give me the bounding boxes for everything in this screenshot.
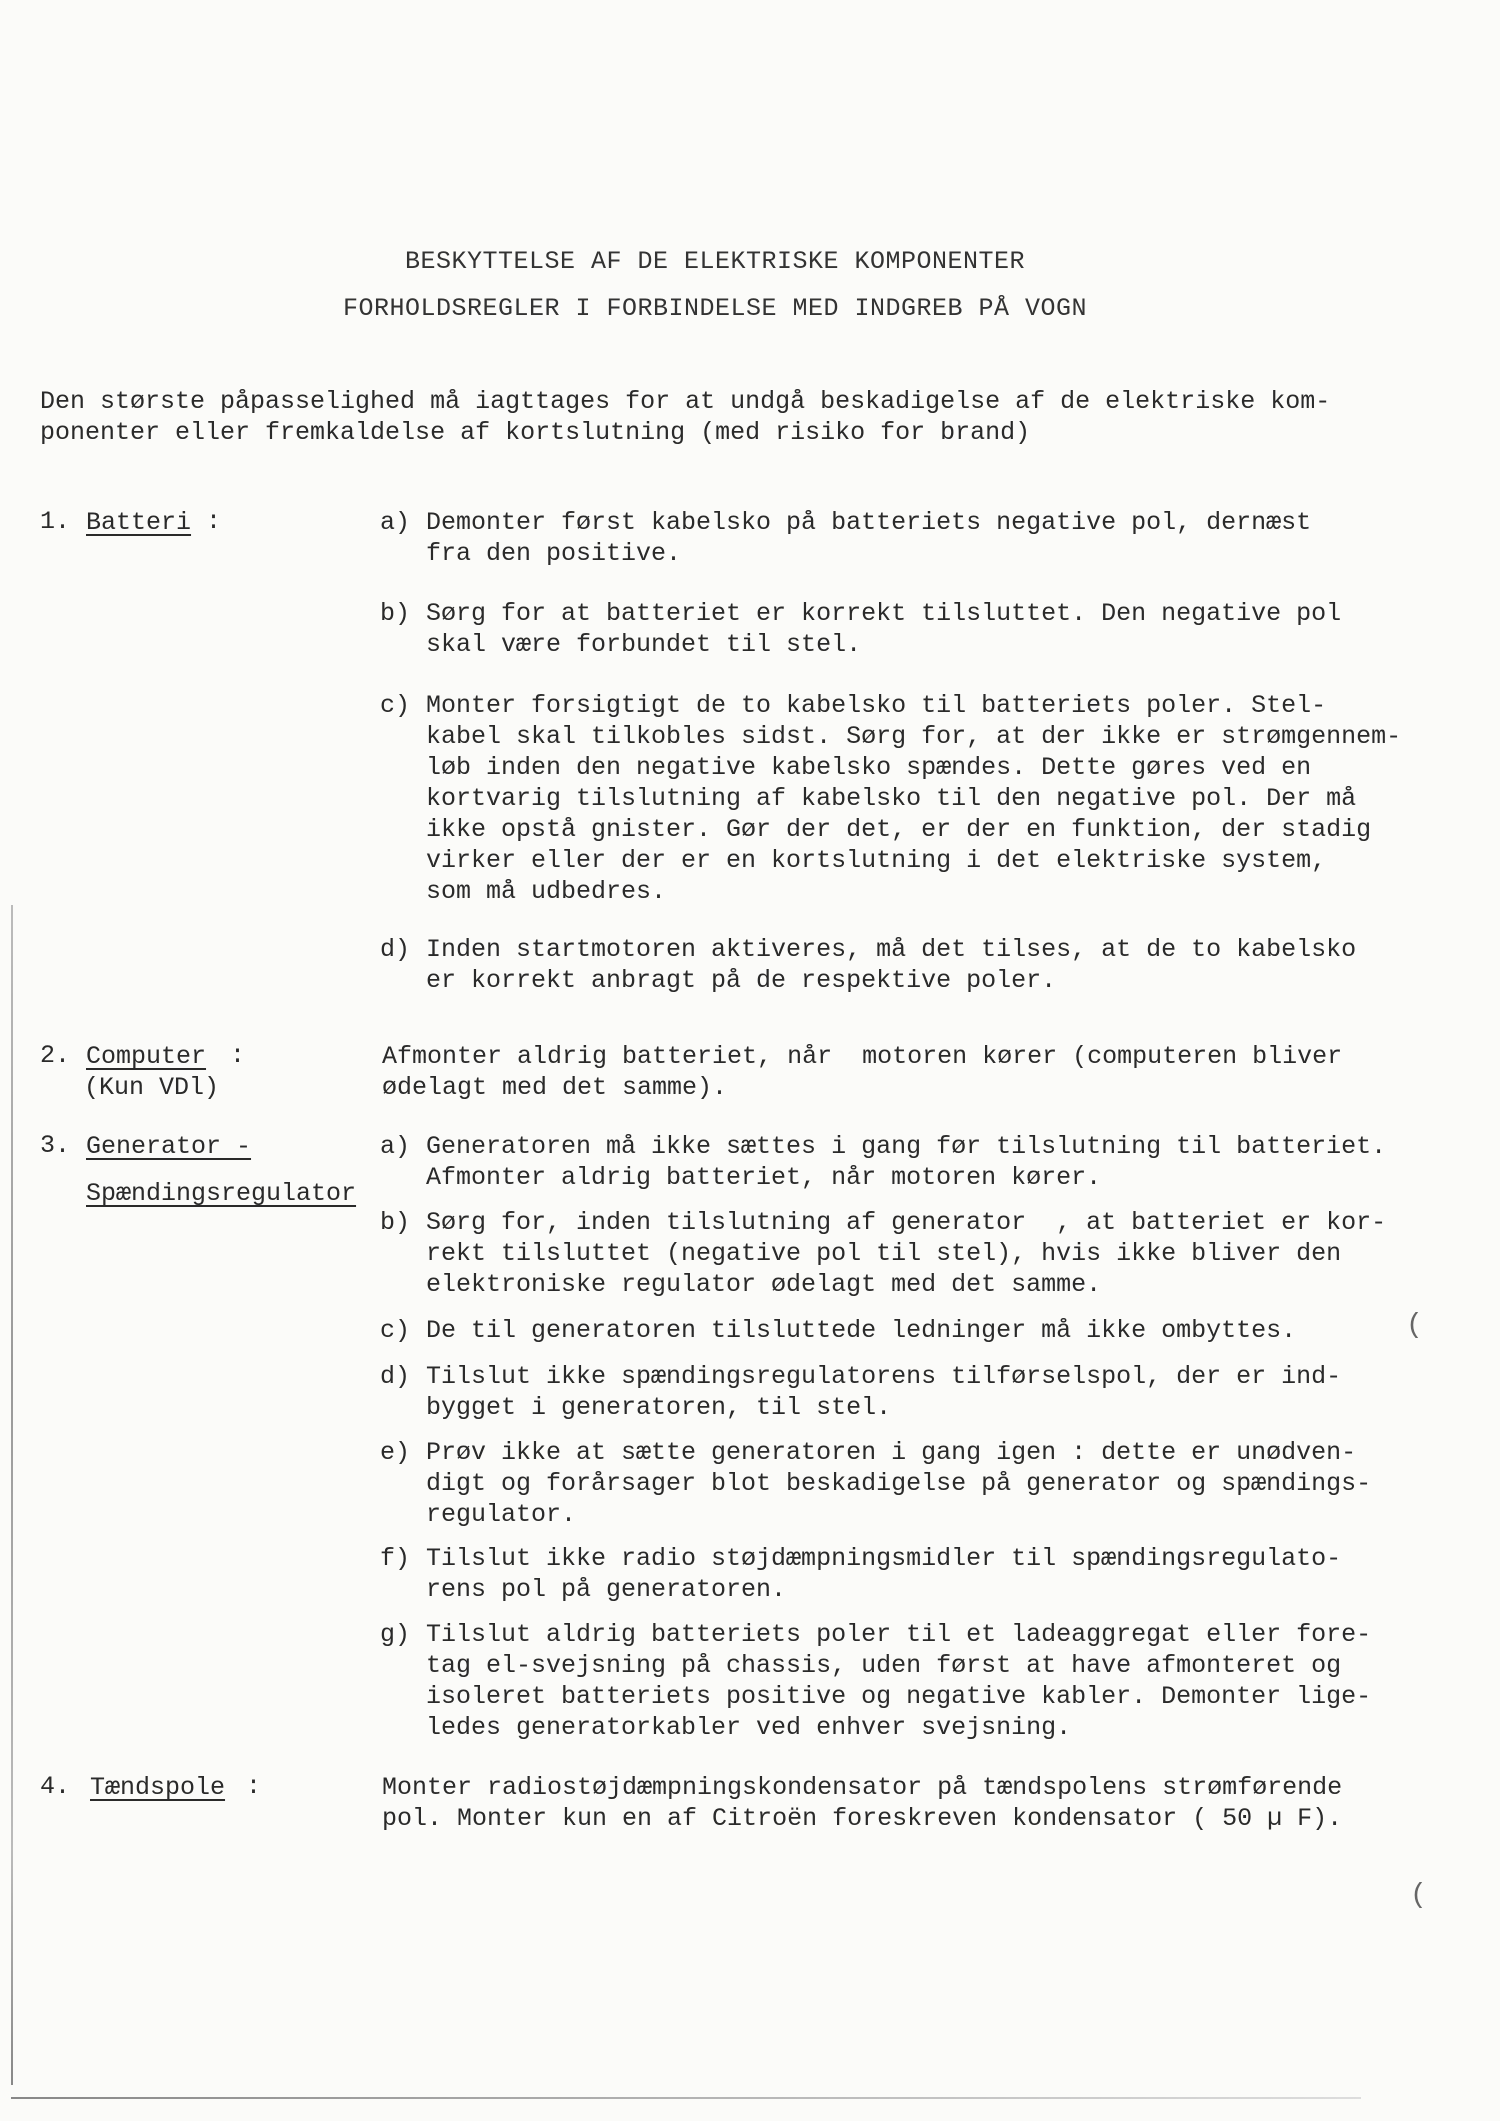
section-2-text: Afmonter aldrig batteriet, når motoren kører (computeren bliver ødelagt med det samme). (382, 1042, 1343, 1102)
margin-mark: ( (1406, 1310, 1423, 1341)
section-3-item-e-letter: e) (380, 1438, 411, 1467)
section-2-subtitle: (Kun VDl) (84, 1073, 220, 1102)
section-1-item-b-text: Sørg for at batteriet er korrekt tilsluttet. Den negative pol skal være forbundet til stel. (426, 599, 1342, 659)
section-4-text: Monter radiostøjdæmpningskondensator på tændspolens strømførende pol. Monter kun en af Citroën foreskreven kondensator ( 50 µ F). (382, 1773, 1343, 1833)
section-1-item-d-text: Inden startmotoren aktiveres, må det tilses, at de to kabelsko er korrekt anbragt på de respektive poler. (426, 935, 1357, 995)
section-3-item-d-letter: d) (380, 1362, 411, 1391)
section-1-title: Batteri (86, 508, 192, 537)
margin-mark: ( (1410, 1880, 1427, 1911)
section-1-item-a-letter: a) (380, 508, 411, 537)
section-3-item-b-letter: b) (380, 1208, 411, 1237)
section-2-colon: : (230, 1041, 246, 1070)
scan-edge-bottom (11, 2097, 1361, 2099)
document-title: BESKYTTELSE AF DE ELEKTRISKE KOMPONENTER (404, 247, 1026, 276)
section-3-item-g-text: Tilslut aldrig batteriets poler til et ladeaggregat eller fore- tag el-svejsning på chassis, uden først at have afmonteret og isoleret batteriets positive og negative kabler. Demonter lige- ledes generatorkabler ved enhver svejsning. (426, 1620, 1372, 1742)
section-3-item-f-letter: f) (380, 1544, 411, 1573)
section-3-item-d-text: Tilslut ikke spændingsregulatorens tilførselspol, der er ind- bygget i generatoren, til stel. (426, 1362, 1342, 1422)
section-3-item-b-text: Sørg for, inden tilslutning af generator , at batteriet er kor- rekt tilsluttet (negative pol til stel), hvis ikke bliver den elektroniske regulator ødelagt med det samme. (426, 1208, 1387, 1299)
section-4-number: 4. (40, 1772, 71, 1801)
section-1-item-c-text: Monter forsigtigt de to kabelsko til batteriets poler. Stel- kabel skal tilkobles sidst. Sørg for, at der ikke er strømgennem- løb inden den negative kabelsko spændes. Dette gøres ved en kortvarig tilslutning af kabelsko til den negative pol. Der må ikke opstå gnister. Gør der det, er der en funktion, der stadig virker eller der er en kortslutning i det elektriske system, som må udbedres. (426, 691, 1402, 906)
section-1-number: 1. (40, 507, 71, 536)
section-3-title-line2: Spændingsregulator (86, 1179, 357, 1208)
document-subtitle: FORHOLDSREGLER I FORBINDELSE MED INDGREB PÅ VOGN (342, 294, 1088, 323)
section-3-title: Generator - (86, 1132, 252, 1161)
section-3-item-c-text: De til generatoren tilsluttede ledninger må ikke ombyttes. (426, 1316, 1297, 1345)
section-4-colon: : (246, 1772, 262, 1801)
section-4-title: Tændspole (90, 1773, 226, 1802)
section-3-item-g-letter: g) (380, 1620, 411, 1649)
section-1-item-a-text: Demonter først kabelsko på batteriets negative pol, dernæst fra den positive. (426, 508, 1312, 568)
section-1-colon: : (206, 507, 222, 536)
scan-edge-left (11, 905, 13, 2085)
section-2-title: Computer (86, 1042, 207, 1071)
intro-paragraph: Den største påpasselighed må iagttages for at undgå beskadigelse af de elektriske kom- ponenter eller fremkaldelse af kortslutning (med risiko for brand) (40, 387, 1331, 447)
section-1-item-c-letter: c) (380, 691, 411, 720)
section-1-item-b-letter: b) (380, 599, 411, 628)
section-3-item-e-text: Prøv ikke at sætte generatoren i gang igen : dette er unødven- digt og forårsager blot beskadigelse på generator og spændings- regulator. (426, 1438, 1372, 1529)
section-2-number: 2. (40, 1041, 71, 1070)
section-3-item-a-letter: a) (380, 1132, 411, 1161)
section-3-item-f-text: Tilslut ikke radio støjdæmpningsmidler til spændingsregulato- rens pol på generatoren. (426, 1544, 1342, 1604)
section-3-item-c-letter: c) (380, 1316, 411, 1345)
section-3-item-a-text: Generatoren må ikke sættes i gang før tilslutning til batteriet. Afmonter aldrig batteriet, når motoren kører. (426, 1132, 1387, 1192)
section-1-item-d-letter: d) (380, 935, 411, 964)
section-3-number: 3. (40, 1131, 71, 1160)
